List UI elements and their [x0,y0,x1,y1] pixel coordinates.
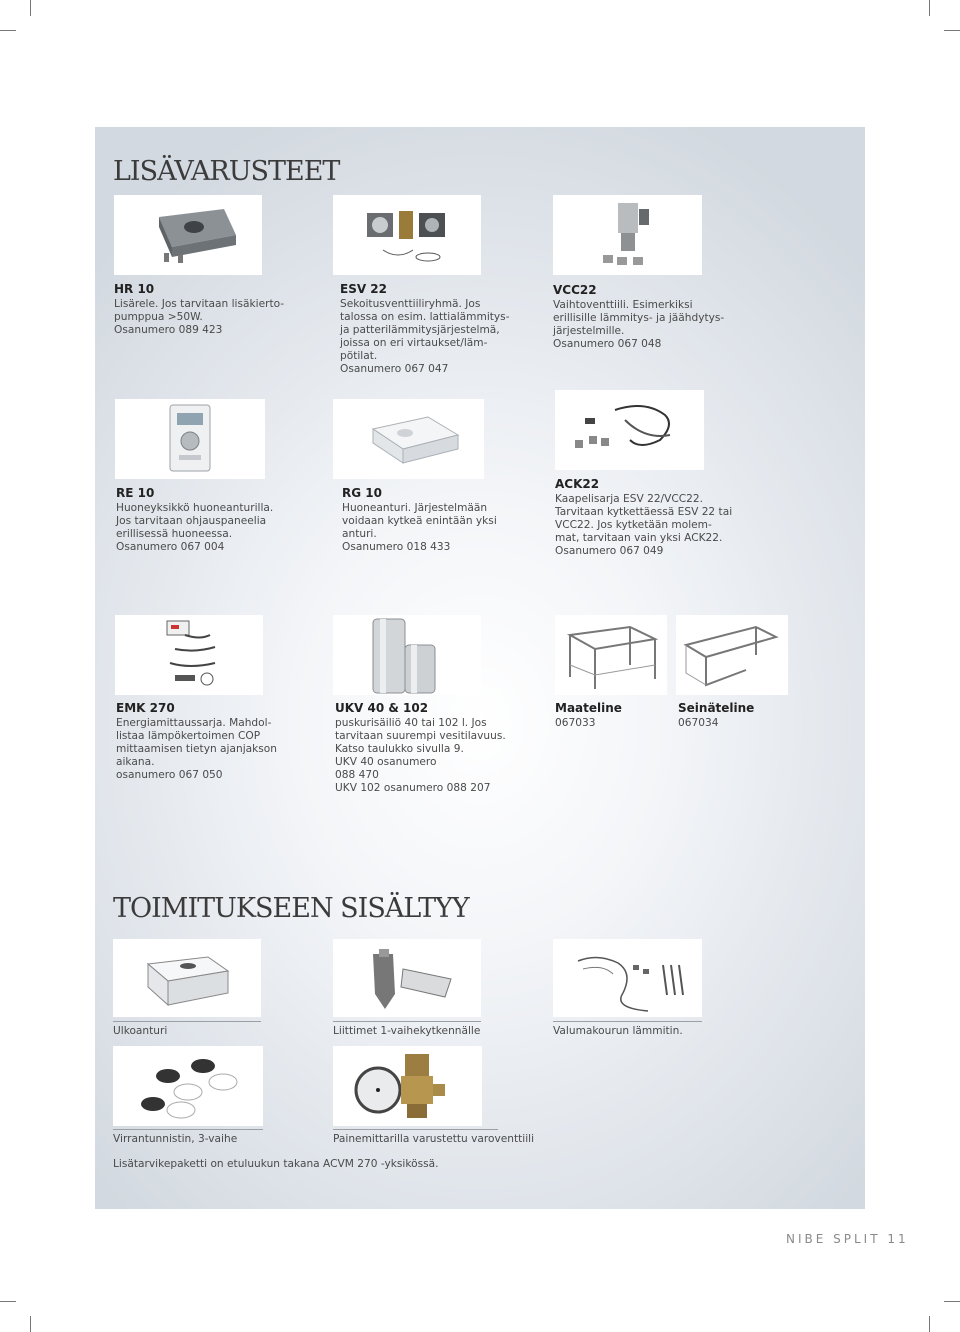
ukv-title: UKV 40 & 102 [335,701,429,715]
included-heading: TOIMITUKSEEN SISÄLTYY [113,893,469,924]
ack22-line: Tarvitaan kytkettäessä ESV 22 tai [555,506,733,518]
emk270-line: listaa lämpökertoimen COP [116,730,261,742]
vcc22-line: Osanumero 067 048 [553,338,662,350]
emk270-image [115,615,263,695]
hr10-line: Osanumero 089 423 [114,324,223,336]
ack22-title: ACK22 [555,477,600,491]
vcc22-description [553,283,724,351]
painemittari-image [333,1046,482,1126]
ukv-line: UKV 102 osanumero 088 207 [335,782,491,794]
hr10-line: Lisärele. Jos tarvitaan lisäkierto- [114,298,285,310]
vcc22-title: VCC22 [553,283,597,297]
crop-mark [944,30,960,31]
emk270-line: aikana. [116,756,155,768]
ack22-line: Osanumero 067 049 [555,545,664,557]
ukv-image [333,615,481,695]
hr10-image [114,195,262,275]
re10-line: erillisessä huoneessa. [116,528,233,540]
maateline-number: 067033 [555,717,596,729]
re10-line: Jos tarvitaan ohjauspaneelia [116,515,267,527]
ack22-line: Kaapelisarja ESV 22/VCC22. [555,493,704,505]
re10-line: Huoneyksikkö huoneanturilla. [116,502,274,514]
liittimet-image [333,939,481,1017]
maateline-image [555,615,667,695]
ukv-line: UKV 40 osanumero [335,756,437,768]
esv22-line: ja patterilämmitysjärjestelmä, [340,324,500,336]
rg10-title: RG 10 [342,486,382,500]
hr10-description [114,282,284,337]
vcc22-line: Vaihtoventtiili. Esimerkiksi [553,299,693,311]
hr10-line: pumppua >50W. [114,311,203,323]
seinateline-image [676,615,788,695]
ulkoanturi-image [113,939,261,1017]
virrantunnistin-caption: Virrantunnistin, 3-vaihe [113,1129,263,1145]
ukv-line: tarvitaan suurempi vesitilavuus. [335,730,506,742]
vcc22-line: järjestelmille. [553,325,625,337]
rg10-line: anturi. [342,528,377,540]
vcc22-line: erillisille lämmitys- ja jäähdytys- [553,312,725,324]
crop-mark [30,1316,31,1332]
emk270-description [116,701,277,782]
ukv-line: 088 470 [335,769,379,781]
rg10-image [333,399,484,479]
liittimet-caption: Liittimet 1-vaihekytkennälle [333,1021,481,1037]
hr10-title: HR 10 [114,282,155,296]
crop-mark [929,1316,930,1332]
virrantunnistin-image [113,1046,263,1126]
esv22-line: Osanumero 067 047 [340,363,449,375]
maateline-description [555,701,622,730]
package-note: Lisätarvikepaketti on etuluukun takana ACVM 270 -yksikössä. [113,1158,439,1170]
esv22-line: talossa on esim. lattialämmitys- [340,311,510,323]
crop-mark [0,1301,16,1302]
re10-title: RE 10 [116,486,155,500]
rg10-line: Huoneanturi. Järjestelmään [342,502,488,514]
esv22-title: ESV 22 [340,282,388,296]
emk270-line: mittaamisen tietyn ajanjakson [116,743,277,755]
seinateline-number: 067034 [678,717,719,729]
ukv-description [335,701,506,795]
emk270-line: osanumero 067 050 [116,769,223,781]
esv22-line: pötilat. [340,350,378,362]
ukv-line: puskurisäiliö 40 tai 102 l. Jos [335,717,487,729]
re10-description [116,486,273,554]
painemittari-caption: Painemittarilla varustettu varoventtiili [333,1129,498,1145]
valumakouru-image [553,939,702,1017]
ack22-image [555,390,704,470]
esv22-line: joissa on eri virtaukset/läm- [340,337,488,349]
emk270-line: Energiamittaussarja. Mahdol- [116,717,272,729]
rg10-line: Osanumero 018 433 [342,541,451,553]
crop-mark [944,1301,960,1302]
ack22-line: VCC22. Jos kytketään molem- [555,519,712,531]
rg10-line: voidaan kytkeä enintään yksi [342,515,497,527]
seinateline-description [678,701,754,730]
ukv-line: Katso taulukko sivulla 9. [335,743,464,755]
esv22-line: Sekoitusventtiiliryhmä. Jos [340,298,481,310]
ulkoanturi-caption: Ulkoanturi [113,1021,261,1037]
accessories-heading: LISÄVARUSTEET [113,156,340,187]
re10-line: Osanumero 067 004 [116,541,225,553]
vcc22-image [553,195,702,275]
seinateline-title: Seinäteline [678,701,755,715]
crop-mark [929,0,930,16]
maateline-title: Maateline [555,701,622,715]
ack22-line: mat, tarvitaan vain yksi ACK22. [555,532,723,544]
page-footer: NIBE SPLIT 11 [786,1232,909,1246]
valumakouru-caption: Valumakourun lämmitin. [553,1021,702,1037]
crop-mark [0,30,16,31]
re10-image [115,399,265,479]
rg10-description [342,486,497,554]
esv22-image [333,195,481,275]
emk270-title: EMK 270 [116,701,175,715]
crop-mark [30,0,31,16]
ack22-description [555,477,732,558]
esv22-description [340,282,510,376]
